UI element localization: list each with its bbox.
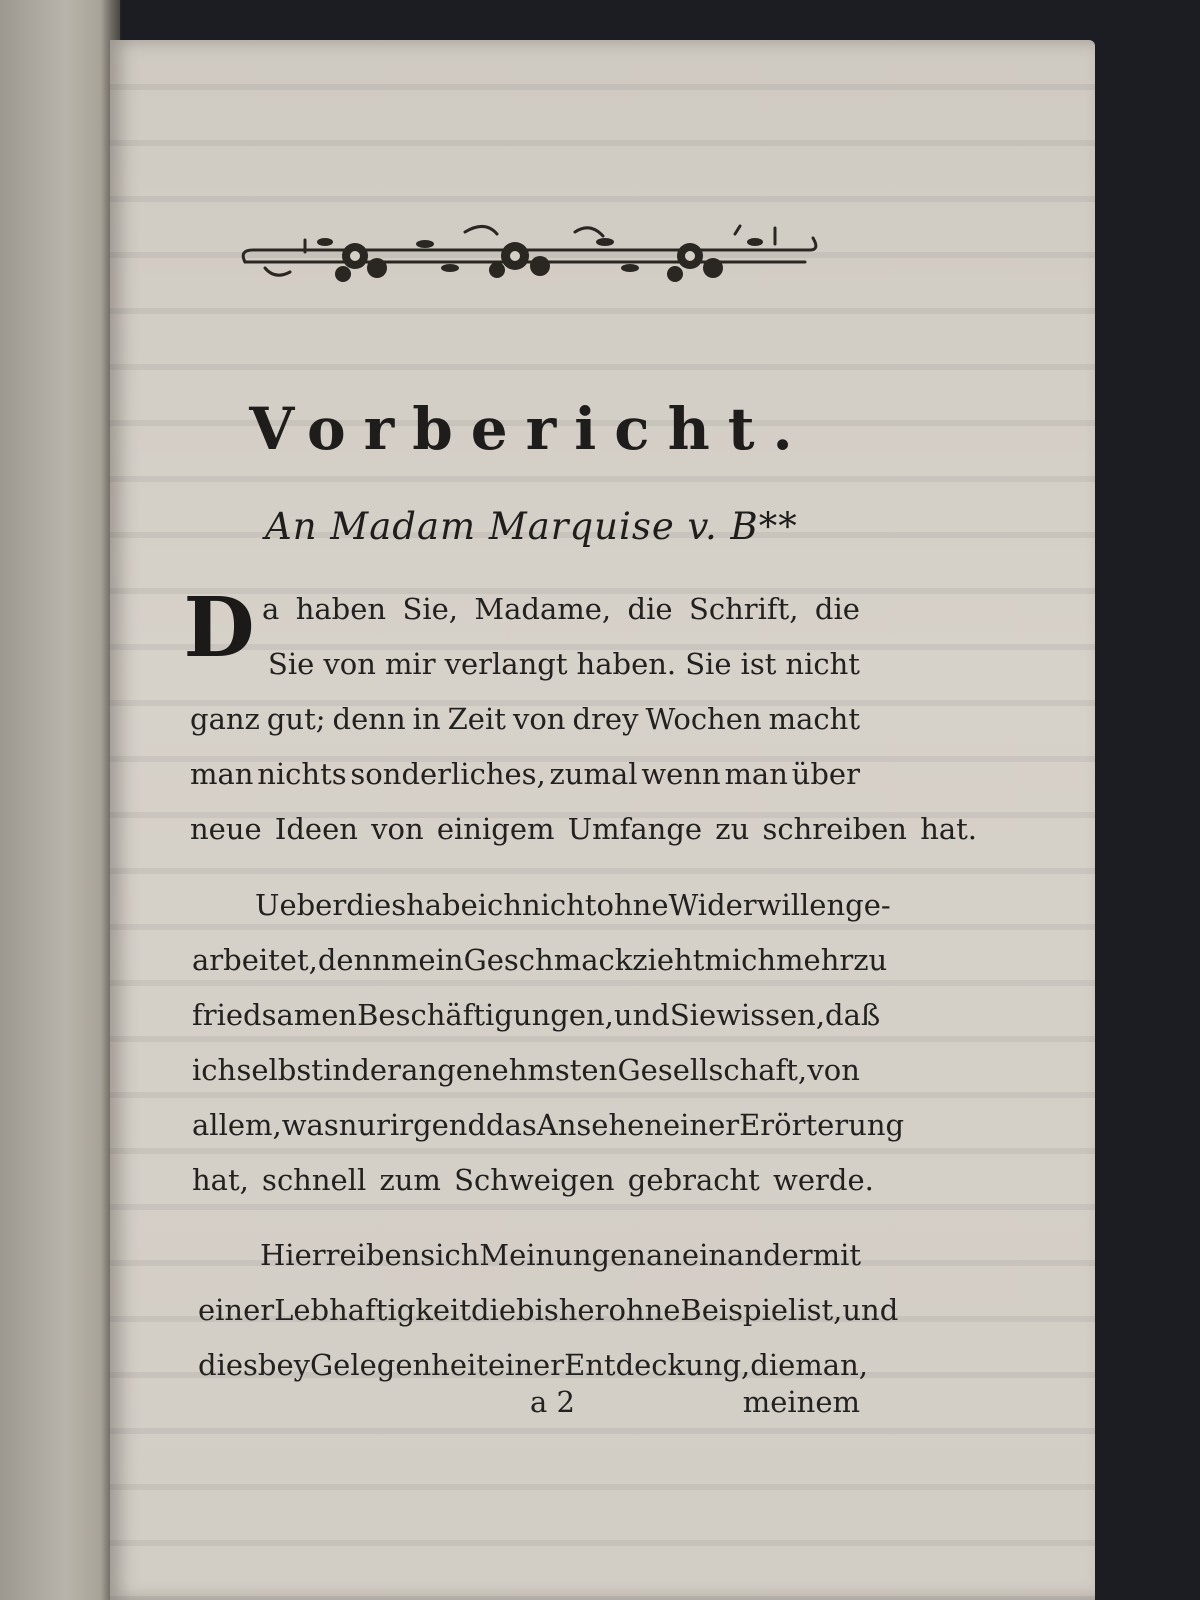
text-line: einer Lebhaftigkeit die bisher ohne Beispiel ist, und <box>198 1293 899 1327</box>
drop-cap: D <box>183 580 255 676</box>
text-line: dies bey Gelegenheit einer Entdeckung, die man, <box>198 1348 868 1382</box>
floral-ornament-icon <box>235 220 825 300</box>
text-line: man nichts sonderliches, zumal wenn man über <box>190 757 860 791</box>
text-line: neue Ideen von einigem Umfange zu schreiben hat. <box>190 812 978 846</box>
text-line: arbeitet, denn mein Geschmack zieht mich mehr zu <box>192 943 888 977</box>
page-title: Vorbericht. <box>249 395 811 463</box>
text-line: ganz gut; denn in Zeit von drey Wochen macht <box>190 702 860 736</box>
text-line: friedsamen Beschäftigungen, und Sie wissen, daß <box>192 998 881 1032</box>
text-line: a haben Sie, Madame, die Schrift, die <box>262 592 860 626</box>
page-footer <box>530 1385 860 1419</box>
text-line: hat, schnell zum Schweigen gebracht werde. <box>192 1163 874 1197</box>
catchword: meinem <box>742 1385 860 1419</box>
text-line: Sie von mir verlangt haben. Sie ist nicht <box>268 647 860 681</box>
salutation: An Madam Marquise v. B** <box>265 505 798 548</box>
text-line: allem, was nur irgend das Ansehen einer Erörterung <box>192 1108 905 1142</box>
text-line: Ueberdies habe ich nicht ohne Widerwillen ge- <box>255 888 891 922</box>
text-line: Hier reiben sich Meinungen aneinander mit <box>260 1238 862 1272</box>
text-line: ich selbst in der angenehmsten Gesellschaft, von <box>192 1053 860 1087</box>
signature-mark: a 2 <box>530 1385 575 1419</box>
